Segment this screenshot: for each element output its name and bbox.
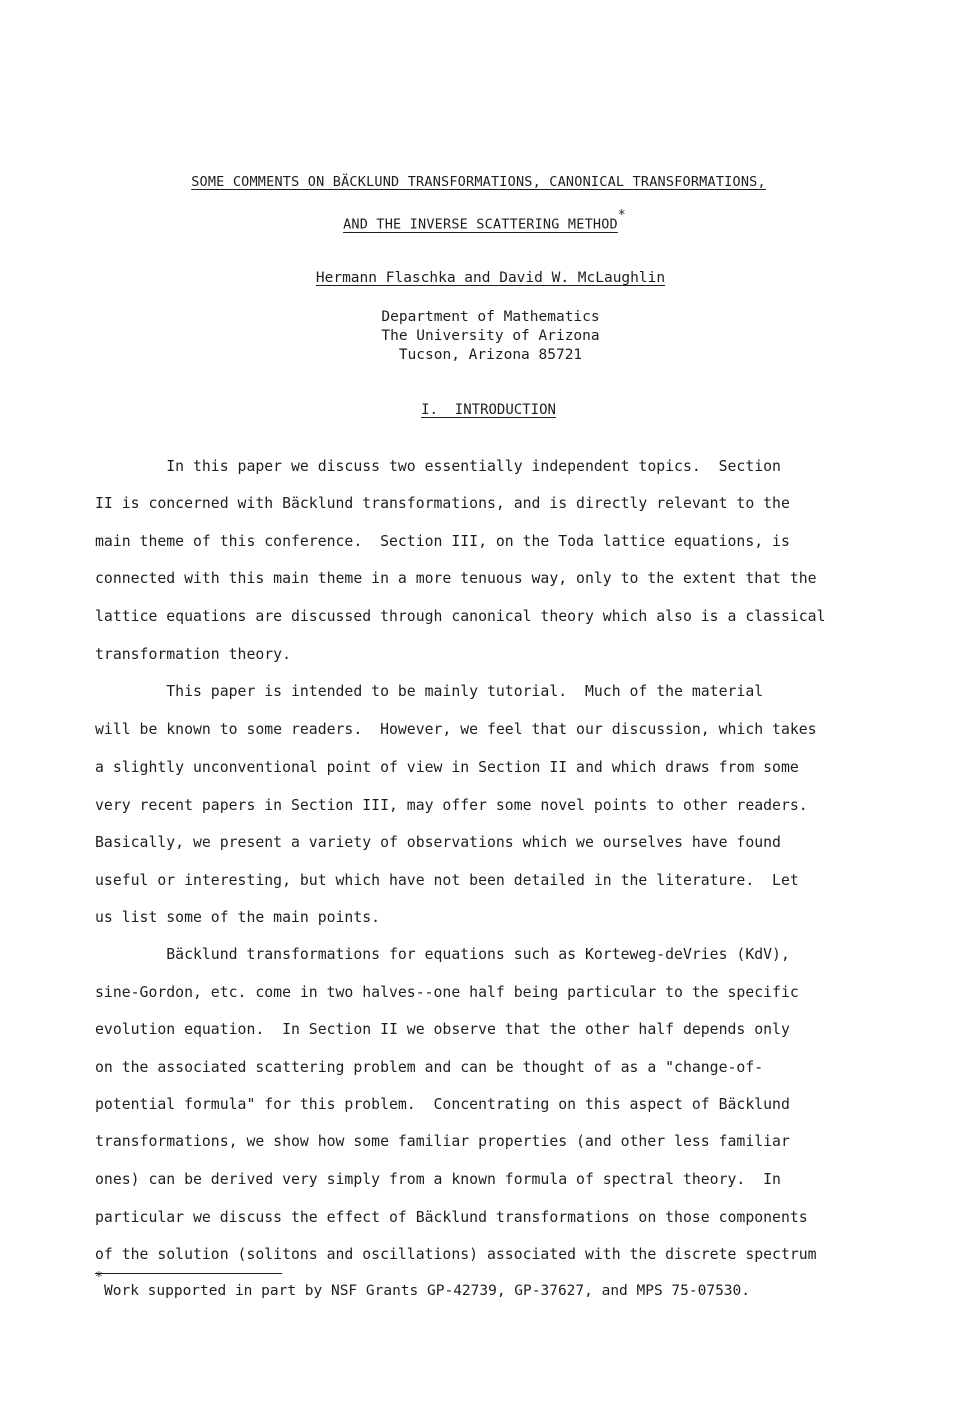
body-line: This paper is intended to be mainly tutorial. Much of the material xyxy=(95,683,764,700)
affiliation-university: The University of Arizona xyxy=(381,328,600,344)
section-heading xyxy=(8,402,961,418)
body-line: In this paper we discuss two essentially independent topics. Section xyxy=(95,458,781,475)
body-line: transformation theory. xyxy=(95,646,291,663)
affiliation-department: Department of Mathematics xyxy=(381,309,600,325)
body-line: Bäcklund transformations for equations such as Korteweg-deVries (KdV), xyxy=(95,946,790,963)
title-line-2-text: AND THE INVERSE SCATTERING METHOD xyxy=(343,216,618,233)
paper-title-line-2 xyxy=(4,208,961,233)
body-line: useful or interesting, but which have not been detailed in the literature. Let xyxy=(95,872,799,889)
body-line: Basically, we present a variety of observations which we ourselves have found xyxy=(95,834,781,851)
paper-title-line-1 xyxy=(0,174,959,190)
title-line-1-text: SOME COMMENTS ON BÄCKLUND TRANSFORMATIONS, CANONICAL TRANSFORMATIONS, xyxy=(191,174,766,190)
section-heading-text: I. INTRODUCTION xyxy=(421,402,556,418)
body-line: us list some of the main points. xyxy=(95,909,381,926)
body-line: will be known to some readers. However, we feel that our discussion, which takes xyxy=(95,721,817,738)
footnote-mark: * xyxy=(95,1270,103,1285)
body-line: II is concerned with Bäcklund transformations, and is directly relevant to the xyxy=(95,495,790,512)
authors-text: Hermann Flaschka and David W. McLaughlin xyxy=(315,270,666,286)
body-line: a slightly unconventional point of view in Section II and which draws from some xyxy=(95,759,799,776)
body-line: connected with this main theme in a more tenuous way, only to the extent that the xyxy=(95,570,817,587)
title-footnote-mark: * xyxy=(617,208,626,223)
body-line: potential formula" for this problem. Concentrating on this aspect of Bäcklund xyxy=(95,1096,790,1113)
body-line: evolution equation. In Section II we observe that the other half depends only xyxy=(95,1021,790,1038)
authors-line xyxy=(10,270,961,286)
body-line: particular we discuss the effect of Bäcklund transformations on those components xyxy=(95,1209,808,1226)
body-line: very recent papers in Section III, may offer some novel points to other readers. xyxy=(95,797,808,814)
body-line: sine-Gordon, etc. come in two halves--one half being particular to the specific xyxy=(95,984,799,1001)
body-line: ones) can be derived very simply from a known formula of spectral theory. In xyxy=(95,1171,781,1188)
body-line: main theme of this conference. Section III, on the Toda lattice equations, is xyxy=(95,533,790,550)
footnote-text: Work supported in part by NSF Grants GP-42739, GP-37627, and MPS 75-07530. xyxy=(104,1283,751,1299)
body-line: on the associated scattering problem and can be thought of as a "change-of- xyxy=(95,1059,764,1076)
body-line: of the solution (solitons and oscillations) associated with the discrete spectrum xyxy=(95,1246,817,1263)
affiliation-address: Tucson, Arizona 85721 xyxy=(398,347,583,363)
body-line: lattice equations are discussed through canonical theory which also is a classical xyxy=(95,608,826,625)
body-line: transformations, we show how some familiar properties (and other less familiar xyxy=(95,1133,790,1150)
footnote-rule xyxy=(95,1273,282,1274)
